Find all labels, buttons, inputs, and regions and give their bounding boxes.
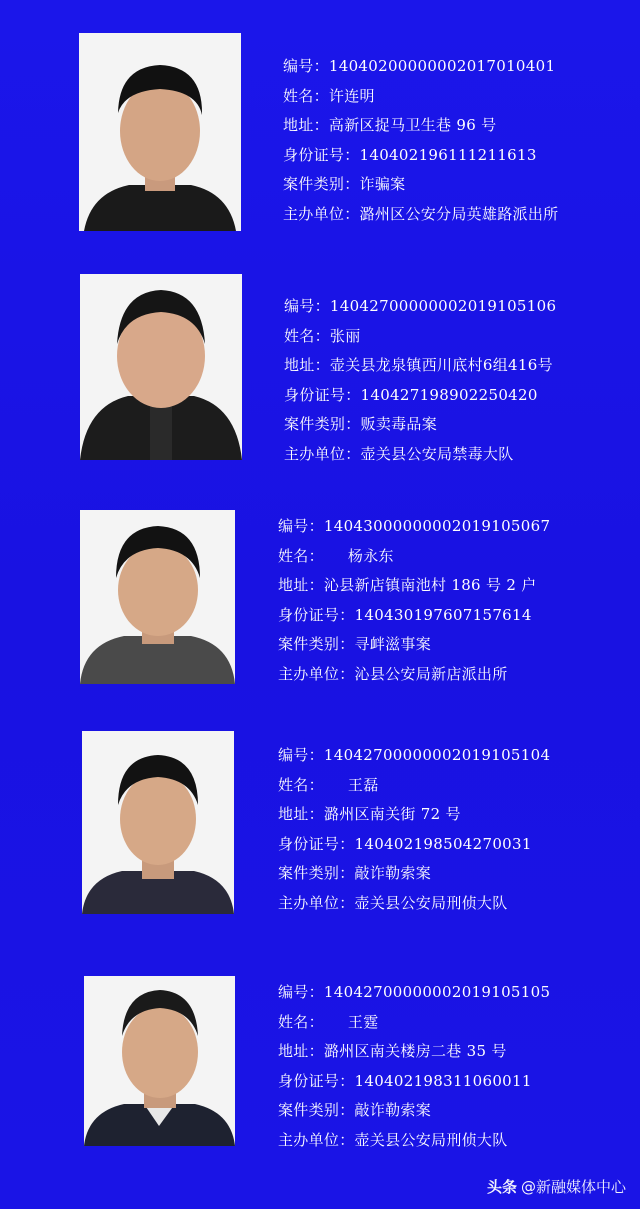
person-info — [284, 292, 556, 469]
unit-label: 主办单位： — [283, 204, 360, 223]
unit-label: 主办单位： — [284, 444, 361, 463]
portrait-placeholder-icon — [80, 274, 242, 460]
number-label: 编号： — [283, 57, 329, 75]
person-info — [278, 741, 550, 918]
name-label: 姓名： — [284, 326, 330, 345]
case-value: 敲诈勒索案 — [354, 1101, 432, 1119]
portrait-photo — [80, 274, 242, 460]
case-row — [278, 859, 550, 889]
case-row — [284, 410, 556, 440]
name-label: 姓名： — [278, 546, 324, 565]
address-label: 地址： — [284, 356, 330, 374]
address-value: 潞州区南关街 72 号 — [323, 805, 461, 823]
person-info — [278, 512, 550, 689]
number-value: 14043000000002019105067 — [323, 517, 551, 535]
number-value: 14042700000002019105104 — [323, 746, 551, 764]
unit-row — [283, 200, 558, 230]
portrait-placeholder-icon — [82, 731, 234, 914]
case-value: 敲诈勒索案 — [354, 864, 432, 882]
number-label: 编号： — [278, 517, 324, 535]
name-label: 姓名： — [283, 86, 329, 105]
address-row — [284, 351, 556, 381]
address-row — [283, 111, 558, 141]
unit-row — [278, 1126, 550, 1156]
unit-row — [278, 660, 550, 690]
case-value: 贩卖毒品案 — [360, 415, 438, 433]
id-label: 身份证号： — [278, 834, 355, 853]
case-row — [283, 170, 558, 200]
unit-row — [278, 889, 550, 919]
person-info — [283, 52, 558, 229]
unit-label: 主办单位： — [278, 664, 355, 683]
number-label: 编号： — [284, 297, 330, 315]
unit-value: 壶关县公安局禁毒大队 — [360, 444, 514, 463]
watermark-brand: 头条 — [486, 1178, 517, 1196]
watermark-handle: @新融媒体中心 — [520, 1178, 626, 1196]
unit-value: 潞州区公安分局英雄路派出所 — [359, 204, 559, 223]
portrait-photo — [82, 731, 234, 914]
name-value: 王磊 — [347, 775, 379, 794]
id-value: 140430197607157614 — [354, 605, 532, 624]
case-value: 诈骗案 — [359, 175, 406, 193]
number-row — [284, 292, 556, 322]
address-row — [278, 1037, 550, 1067]
id-label: 身份证号： — [283, 145, 360, 164]
name-value: 张丽 — [329, 326, 361, 345]
unit-label: 主办单位： — [278, 1130, 355, 1149]
address-value: 沁县新店镇南池村 186 号 2 户 — [323, 576, 537, 594]
id-value: 140402196111211613 — [359, 145, 537, 164]
name-label: 姓名： — [278, 1012, 324, 1031]
name-row — [278, 542, 550, 572]
number-value: 14040200000002017010401 — [328, 57, 556, 75]
address-row — [278, 800, 550, 830]
name-row — [278, 1008, 550, 1038]
case-label: 案件类别： — [278, 635, 355, 653]
name-row — [284, 322, 556, 352]
id-label: 身份证号： — [284, 385, 361, 404]
portrait-photo — [84, 976, 235, 1146]
id-value: 140402198504270031 — [354, 834, 532, 853]
case-label: 案件类别： — [284, 415, 361, 433]
portrait-placeholder-icon — [80, 510, 235, 684]
number-label: 编号： — [278, 746, 324, 764]
id-row — [284, 381, 556, 411]
case-label: 案件类别： — [283, 175, 360, 193]
id-value: 140427198902250420 — [360, 385, 538, 404]
number-value: 14042700000002019105105 — [323, 983, 551, 1001]
address-label: 地址： — [278, 576, 324, 594]
name-value: 许连明 — [328, 86, 375, 105]
id-value: 140402198311060011 — [354, 1071, 532, 1090]
unit-row — [284, 440, 556, 470]
name-value: 杨永东 — [347, 546, 394, 565]
id-row — [283, 141, 558, 171]
id-row — [278, 830, 550, 860]
unit-value: 壶关县公安局刑侦大队 — [354, 893, 508, 912]
unit-value: 壶关县公安局刑侦大队 — [354, 1130, 508, 1149]
number-row — [278, 741, 550, 771]
number-row — [283, 52, 558, 82]
source-watermark — [487, 1176, 626, 1197]
name-row — [283, 82, 558, 112]
person-info — [278, 978, 550, 1155]
portrait-placeholder-icon — [84, 976, 235, 1146]
address-label: 地址： — [278, 1042, 324, 1060]
portrait-photo — [80, 510, 235, 684]
name-row — [278, 771, 550, 801]
address-row — [278, 571, 550, 601]
id-row — [278, 1067, 550, 1097]
number-row — [278, 978, 550, 1008]
address-value: 高新区捉马卫生巷 96 号 — [328, 116, 497, 134]
address-label: 地址： — [283, 116, 329, 134]
address-label: 地址： — [278, 805, 324, 823]
name-label: 姓名： — [278, 775, 324, 794]
unit-label: 主办单位： — [278, 893, 355, 912]
case-row — [278, 1096, 550, 1126]
case-label: 案件类别： — [278, 864, 355, 882]
portrait-placeholder-icon — [79, 33, 241, 231]
number-label: 编号： — [278, 983, 324, 1001]
number-value: 14042700000002019105106 — [329, 297, 557, 315]
number-row — [278, 512, 550, 542]
id-row — [278, 601, 550, 631]
id-label: 身份证号： — [278, 1071, 355, 1090]
address-value: 潞州区南关楼房二巷 35 号 — [323, 1042, 507, 1060]
id-label: 身份证号： — [278, 605, 355, 624]
case-value: 寻衅滋事案 — [354, 635, 432, 653]
unit-value: 沁县公安局新店派出所 — [354, 664, 508, 683]
portrait-photo — [79, 33, 241, 231]
case-label: 案件类别： — [278, 1101, 355, 1119]
case-row — [278, 630, 550, 660]
address-value: 壶关县龙泉镇西川底村6组416号 — [329, 356, 553, 374]
name-value: 王霆 — [347, 1012, 379, 1031]
